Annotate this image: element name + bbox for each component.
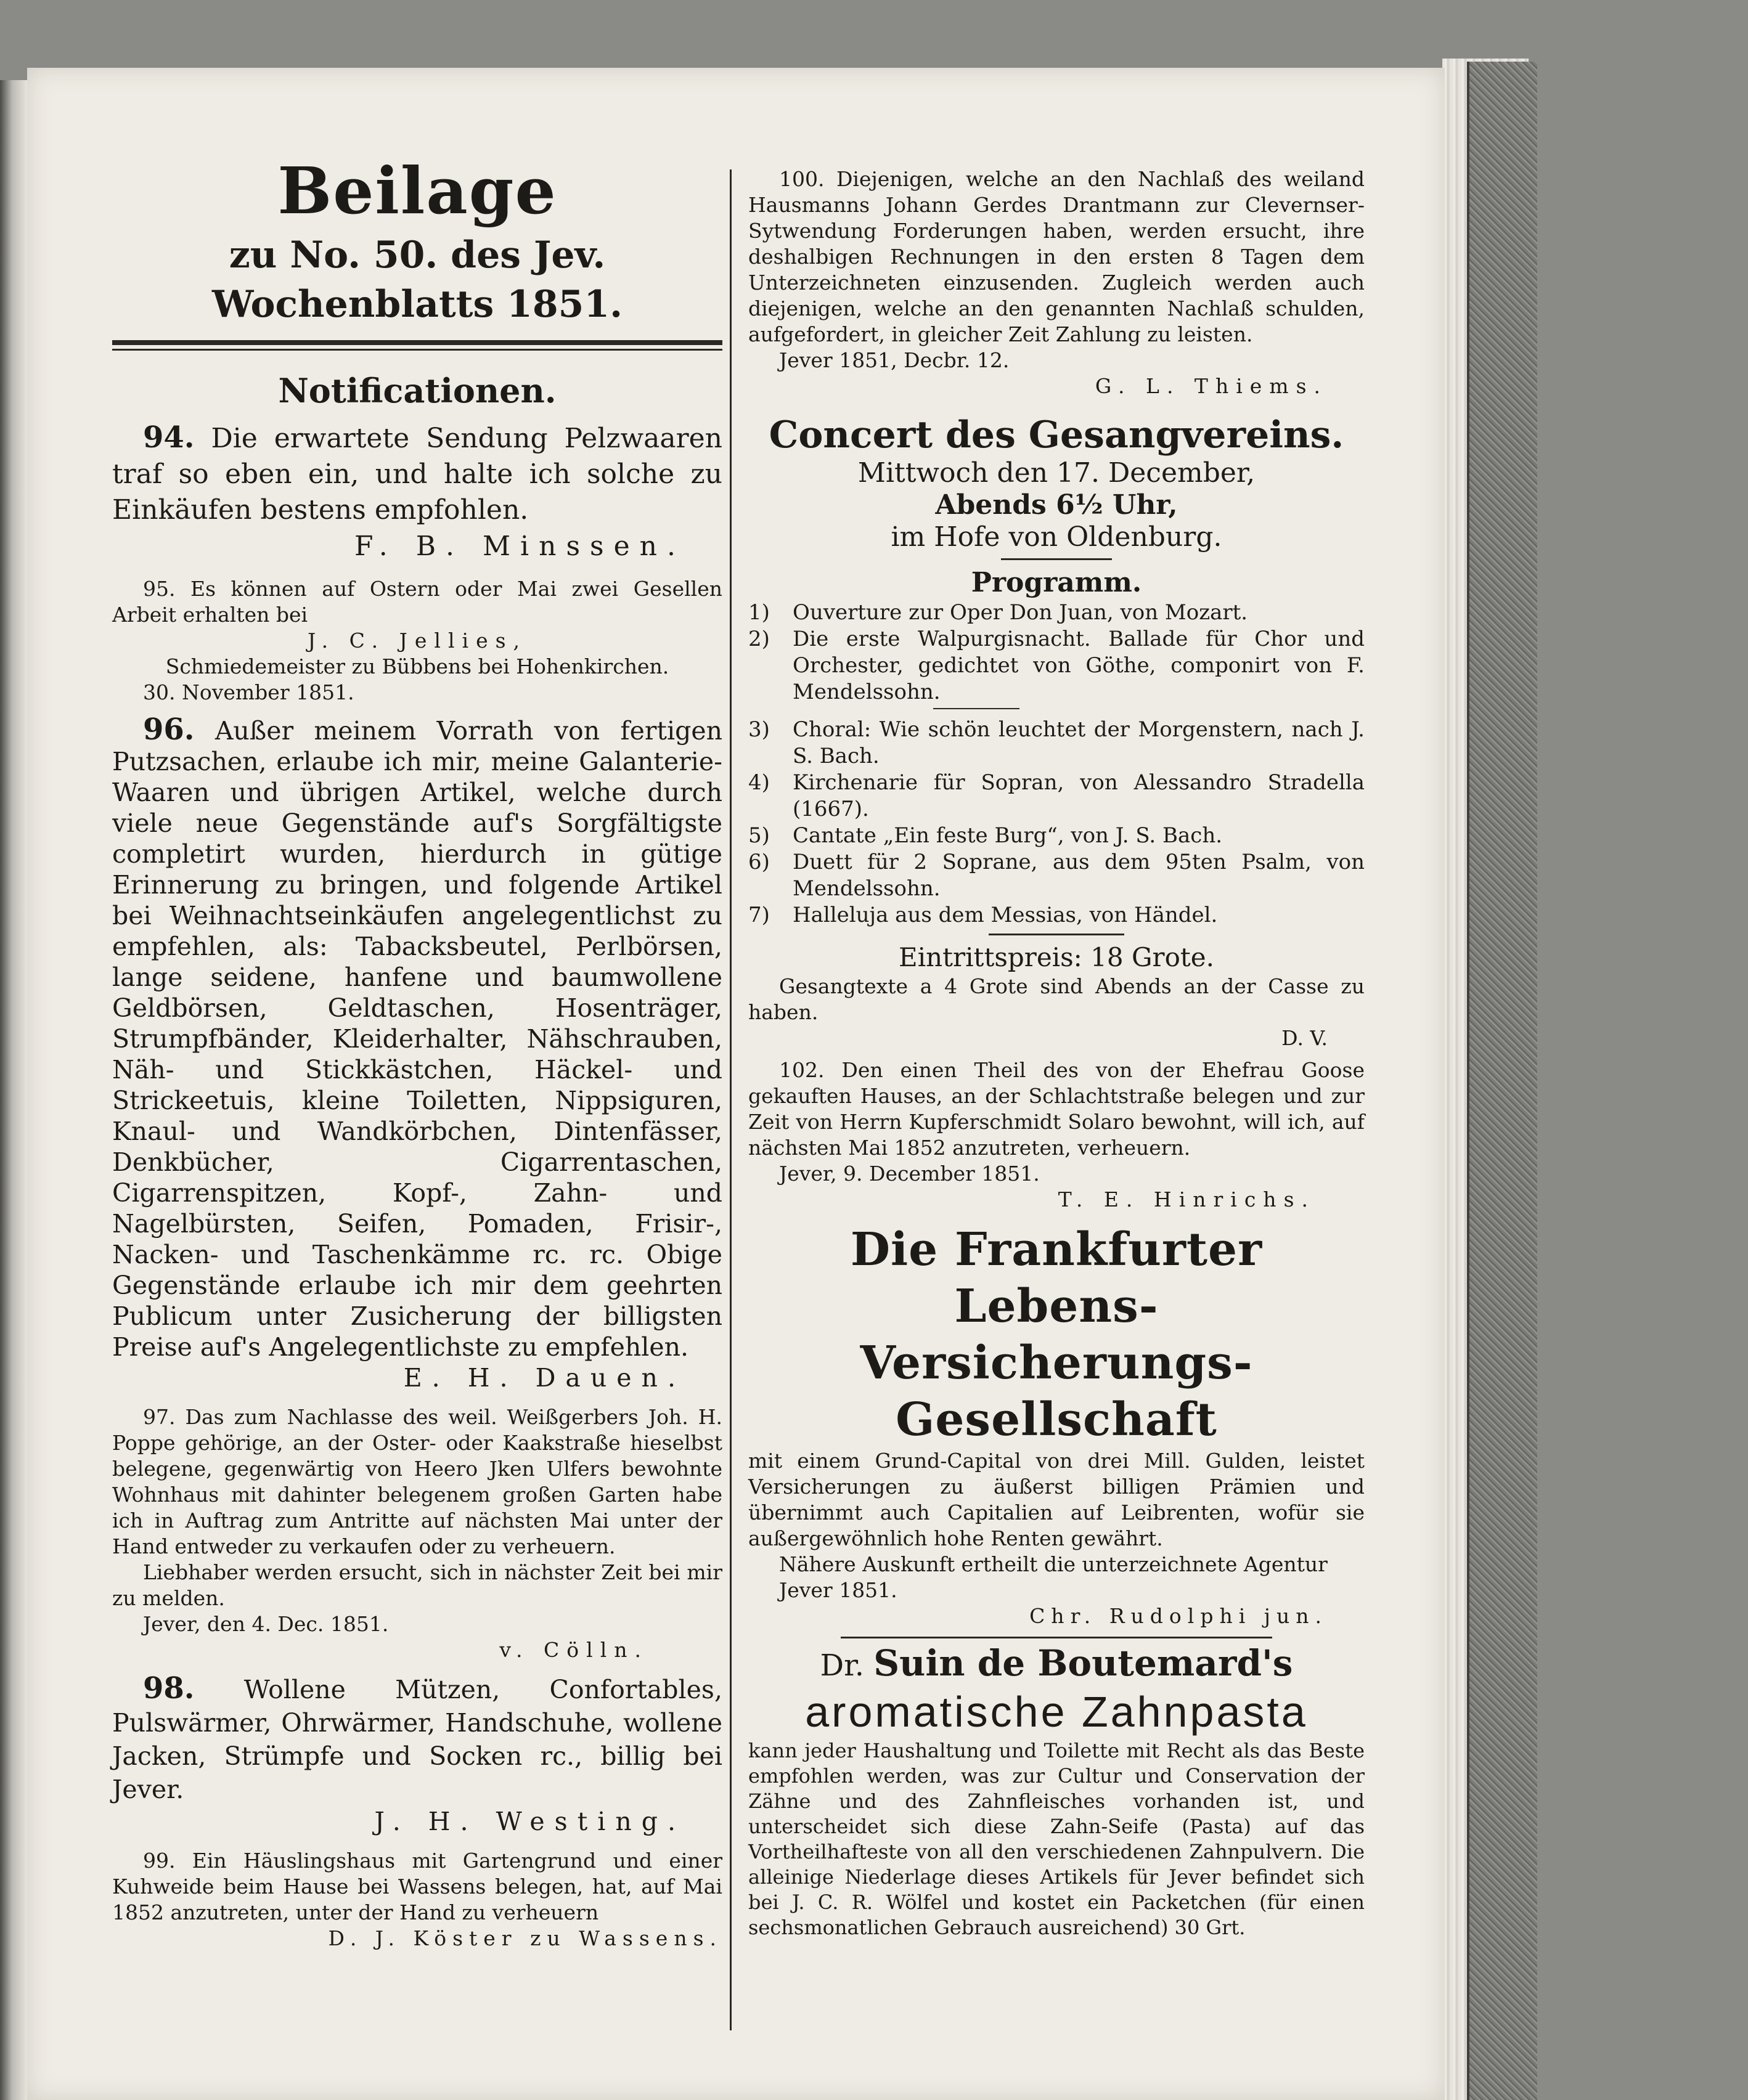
header-rule-thin — [112, 349, 722, 351]
signature: T. E. Hinrichs. — [1058, 1187, 1315, 1211]
notice-date: Jever, den 4. Dec. 1851. — [143, 1612, 389, 1636]
concert-title: Concert des Gesangvereins. — [769, 413, 1344, 457]
left-column — [112, 154, 722, 1951]
signature: E. H. Dauen. — [403, 1363, 685, 1393]
notice-text: Die erwartete Sendung Pelzwaaren traf so eben ein, und halte ich solche zu Einkäufen bestens empfohlen. — [112, 423, 722, 526]
notice-date: Jever 1851. — [779, 1578, 897, 1602]
notice-text: Außer meinem Vorrath von fertigen Putzsachen, erlaube ich mir, meine Galanterie-Waaren und übrigen Artikel, welche durch viele neue Gegenstände auf's Sorgfältigste completirt wurden, hierdurch in gütige Erinnerung zu bringen, und folgende Artikel bei Weihnachtseinkäufen angelegentlichst zu empfehlen, als: Tabacksbeutel, Perlbörsen, lange seidene, hanfene und baumwollene Geldbörsen, Geldtaschen, Hosenträger, Strumpfbänder, Kleiderhalter, Nähschrauben, Näh- und Stickkästchen, Häckel- und Strickeetuis, kleine Toiletten, Nippsiguren, Knaul- und Wandkörbchen, Dintenfässer, Denkbücher, Cigarrentaschen, Cigarrenspitzen, Kopf-, Zahn- und Nagelbürsten, Seifen, Pomaden, Frisir-, Nacken- und Taschenkämme rc. rc. Obige Gegenstände erlaube ich mir dem geehrten Publicum unter Zusicherung der billigsten Preise auf's Angelegentlichste zu empfehlen. — [112, 716, 722, 1362]
notice-96 — [112, 714, 722, 1362]
signature: F. B. Minssen. — [354, 531, 685, 562]
divider-rule — [989, 934, 1124, 935]
newspaper-page — [27, 68, 1445, 2100]
toothpaste-ad-text: kann jeder Haushaltung und Toilette mit Recht als das Beste empfohlen werden, was zur Cultur und Conservation der Zähne und des Zahnfleisches vorhanden ist, und unterscheidet sich diese Zahn-Seife (Pasta) auf das Vortheilhafteste von all den verschiedenen Zahnpulvern. Die alleinige Niederlage dieses Artikels für Jever befindet sich bei J. C. R. Wölfel und kostet ein Packetchen (für einen sechsmonatlichen Gebrauch ausreichend) 30 Grt. — [748, 1739, 1365, 1939]
signature: Chr. Rudolphi jun. — [1029, 1604, 1328, 1628]
notice-text: Wollene Mützen, Confortables, Pulswärmer, Ohrwärmer, Handschuhe, wollene Jacken, Strümpfe und Socken rc., billig bei Jever. — [112, 1675, 722, 1804]
program-separator — [933, 708, 1019, 709]
signature-place: Schmiedemeister zu Bübbens bei Hohenkirchen. — [165, 654, 669, 678]
notice-100: 100. Diejenigen, welche an den Nachlaß des weiland Hausmanns Johann Gerdes Drantmann zur Clevernser-Sytwendung Forderungen haben, werden ersucht, ihre deshalbigen Rechnungen in den ersten 8 Tagen dem Unterzeichneten einzusenden. Zugleich werden auch diejenigen, welche an den genannten Nachlaß schulden, aufgefordert, in gleicher Zeit Zahlung zu leisten. — [748, 167, 1365, 346]
page-title: Beilage — [277, 153, 557, 229]
notice-date: Jever 1851, Decbr. 12. — [779, 348, 1010, 372]
notice-99: 99. Ein Häuslingshaus mit Gartengrund und einer Kuhweide beim Hause bei Wassens belegen, hat, auf Mai 1852 anzutreten, unter der Hand zu verheuern — [112, 1849, 722, 1924]
program-item: 4) Kirchenarie für Sopran, von Alessandro Stradella (1667). — [748, 770, 1365, 821]
program-item: 5) Cantate „Ein feste Burg“, von J. S. Bach. — [748, 823, 1223, 848]
program-item: 1) Ouverture zur Oper Don Juan, von Mozart. — [748, 600, 1248, 625]
notice-95: 95. Es können auf Ostern oder Mai zwei Gesellen Arbeit erhalten bei — [112, 577, 722, 627]
program-list — [748, 600, 1365, 929]
binding-left-edge — [0, 80, 27, 2100]
notice-number: 96. — [143, 712, 195, 747]
toothpaste-prefix: Dr. — [820, 1648, 864, 1683]
concert-date: Mittwoch den 17. December, — [857, 457, 1256, 489]
notice-94 — [112, 420, 722, 528]
right-column — [748, 166, 1365, 1940]
signature: D. J. Köster zu Wassens. — [328, 1926, 722, 1950]
concert-time: Abends 6½ Uhr, — [935, 489, 1178, 521]
notice-97: 97. Das zum Nachlasse des weil. Weißgerbers Joh. H. Poppe gehörige, an der Oster- oder Kaakstraße hieselbst belegene, gegenwärtig von Heero Jken Ulfers bewohnte Wohnhaus mit dahinter belegenem großen Garten habe ich in Auftrag zum Antritte auf nächsten Mai unter der Hand entweder zu verkaufen oder zu verheuern. — [112, 1405, 722, 1558]
notice-102: 102. Den einen Theil des von der Ehefrau Goose gekauften Hauses, an der Schlachtstraße belegen und zur Zeit von Herrn Kupferschmidt Solaro bewohnt, will ich, auf nächsten Mai 1852 anzutreten, verheuern. — [748, 1058, 1365, 1160]
program-title: Programm. — [971, 567, 1142, 598]
header-rule-thick — [112, 340, 722, 345]
toothpaste-product: aromatische Zahnpasta — [805, 1688, 1308, 1736]
section-title: Notificationen. — [278, 371, 557, 410]
signature: D. V. — [1281, 1026, 1328, 1050]
toothpaste-brand: Suin de Boutemard's — [873, 1642, 1293, 1684]
insurance-ad-text: Nähere Auskunft ertheilt die unterzeichnete Agentur — [779, 1552, 1328, 1576]
column-divider — [730, 169, 732, 2030]
notice-98 — [112, 1672, 722, 1806]
notice-date: Jever, 9. December 1851. — [779, 1162, 1040, 1186]
signature: J. H. Westing. — [374, 1807, 685, 1836]
book-cover-edge — [1467, 62, 1537, 2100]
concert-note: Gesangtexte a 4 Grote sind Abends an der Casse zu haben. — [748, 974, 1365, 1024]
program-item: 2) Die erste Walpurgisnacht. Ballade für Chor und Orchester, gedichtet von Göthe, componirt von F. Mendelssohn. — [748, 627, 1365, 704]
program-item: 7) Halleluja aus dem Messias, von Händel. — [748, 903, 1218, 927]
program-item: 6) Duett für 2 Soprane, aus dem 95ten Psalm, von Mendelssohn. — [748, 850, 1365, 901]
insurance-ad-title: Versicherungs-Gesellschaft — [860, 1337, 1253, 1446]
divider-rule — [1001, 558, 1112, 560]
signature: J. C. Jellies, — [307, 629, 528, 653]
signature: G. L. Thiems. — [1095, 374, 1328, 398]
concert-price: Eintrittspreis: 18 Grote. — [899, 942, 1214, 972]
signature: v. Cölln. — [499, 1638, 648, 1662]
program-item: 3) Choral: Wie schön leuchtet der Morgenstern, nach J. S. Bach. — [748, 717, 1365, 768]
notice-number: 94. — [143, 420, 195, 455]
notice-date: 30. November 1851. — [143, 680, 354, 704]
notice-number: 98. — [143, 1671, 195, 1706]
page-subtitle: zu No. 50. des Jev. Wochenblatts 1851. — [211, 234, 623, 326]
notice-text: Liebhaber werden ersucht, sich in nächster Zeit bei mir zu melden. — [112, 1560, 722, 1610]
concert-venue: im Hofe von Oldenburg. — [891, 521, 1222, 553]
toothpaste-ad-title — [748, 1643, 1365, 1685]
insurance-ad-title: Die Frankfurter Lebens- — [850, 1223, 1263, 1333]
ad-separator-rule — [841, 1637, 1272, 1638]
insurance-ad-text: mit einem Grund-Capital von drei Mill. Gulden, leistet Versicherungen zu äußerst billigen Prämien und übernimmt auch Capitalien auf Leibrenten, wofür sie außergewöhnlich hohe Renten gewährt. — [748, 1449, 1365, 1550]
